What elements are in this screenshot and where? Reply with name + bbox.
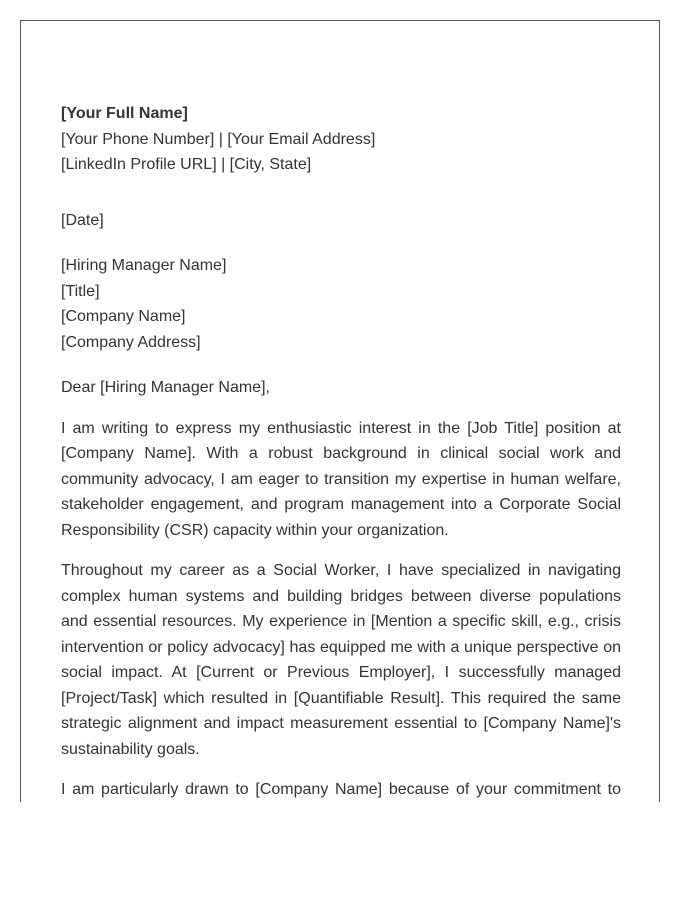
recipient-name: [Hiring Manager Name]	[61, 257, 227, 274]
cover-letter-body	[61, 101, 621, 802]
recipient-title: [Title]	[61, 282, 100, 300]
recipient-company: [Company Name]	[61, 308, 186, 325]
document-page	[20, 20, 660, 802]
date-block	[61, 208, 621, 234]
body-paragraph-1: I am writing to express my enthusiastic interest in the [Job Title] position at [Company Name]. With a robust background in clinical social work and community advocacy, I am eager to transition my expertise in human welfare, stakeholder engagement, and program management into a Corporate Social Responsibility (CSR) capacity within your organization.	[61, 419, 621, 539]
sender-name: [Your Full Name]	[61, 105, 188, 122]
sender-contact-line: [Your Phone Number] | [Your Email Address]	[61, 130, 376, 148]
salutation: Dear [Hiring Manager Name],	[61, 379, 270, 396]
body-paragraph-2: Throughout my career as a Social Worker, I have specialized in navigating complex human systems and building bridges between diverse populations and essential resources. My experience in [Mention a specific skill, e.g., crisis intervention or policy advocacy] has equipped me with a unique perspective on social impact. At [Current or Previous Employer], I successfully managed [Project/Task] which resulted in [Quantifiable Result]. This required the same strategic alignment and impact measurement essential to [Company Name]'s sustainability goals.	[61, 562, 621, 758]
letter-date: [Date]	[61, 211, 104, 229]
recipient-block	[61, 253, 621, 355]
sender-block	[61, 101, 621, 178]
body-paragraph-3: I am particularly drawn to [Company Name] because of your commitment to	[61, 781, 621, 798]
sender-profile-line: [LinkedIn Profile URL] | [City, State]	[61, 156, 312, 173]
recipient-address: [Company Address]	[61, 333, 201, 351]
